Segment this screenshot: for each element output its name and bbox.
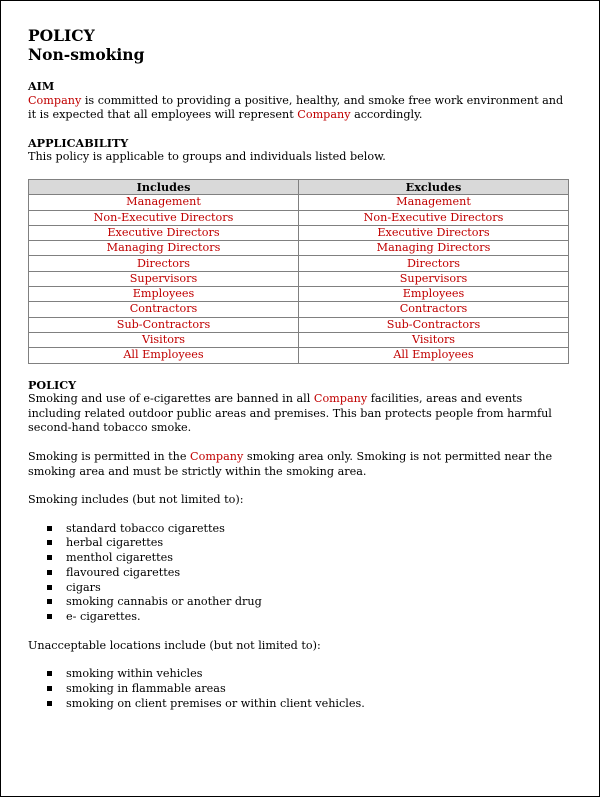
table-row (29, 332, 569, 347)
table-row (29, 302, 569, 317)
list-item: smoking cannabis or another drug (28, 595, 572, 610)
list-item: menthol cigarettes (28, 551, 572, 566)
company-placeholder: Company (297, 108, 351, 122)
excludes-cell: Non-Executive Directors (299, 210, 569, 225)
smoking-includes-list (28, 522, 572, 625)
list-item: flavoured cigarettes (28, 566, 572, 581)
list-item: smoking within vehicles (28, 667, 572, 682)
policy-p2-text-a: Smoking is permitted in the (28, 449, 191, 463)
list-item: smoking in flammable areas (28, 682, 572, 697)
excludes-cell: Directors (299, 256, 569, 271)
aim-text-1: is committed to providing a positive, healthy, and smoke free work environment and it is expected that all employees will represent (28, 93, 564, 122)
table-row (29, 348, 569, 363)
excludes-cell: Sub-Contractors (299, 317, 569, 332)
policy-p2-text-b: smoking area only. Smoking is not permitted near the smoking area and must be strictly within the smoking area. (28, 449, 553, 478)
list-item: cigars (28, 581, 572, 596)
list-item: e- cigarettes. (28, 610, 572, 625)
applicability-table (28, 179, 569, 364)
list-item: herbal cigarettes (28, 536, 572, 551)
policy-paragraph-2 (28, 450, 572, 479)
excludes-cell: Supervisors (299, 271, 569, 286)
includes-cell: Sub-Contractors (29, 317, 299, 332)
excludes-cell: Management (299, 195, 569, 210)
list-item: smoking on client premises or within client vehicles. (28, 697, 572, 712)
excludes-cell: Contractors (299, 302, 569, 317)
policy-p1-text-b: facilities, areas and events including related outdoor public areas and premises. This ban protects people from harmful second-hand tobacco smoke. (28, 392, 552, 435)
table-row (29, 317, 569, 332)
company-placeholder: Company (28, 93, 82, 107)
includes-cell: Managing Directors (29, 241, 299, 256)
includes-cell: Management (29, 195, 299, 210)
table-row (29, 210, 569, 225)
excludes-cell: All Employees (299, 348, 569, 363)
aim-paragraph (28, 94, 572, 123)
includes-cell: Supervisors (29, 271, 299, 286)
excludes-cell: Employees (299, 287, 569, 302)
table-row (29, 256, 569, 271)
smoking-includes-intro: Smoking includes (but not limited to): (28, 493, 244, 507)
includes-cell: Directors (29, 256, 299, 271)
policy-paragraph-1 (28, 392, 572, 436)
applicability-intro: This policy is applicable to groups and individuals listed below. (28, 150, 386, 164)
company-placeholder: Company (190, 449, 244, 463)
document-subtitle: Non-smoking (28, 45, 145, 64)
applicability-heading: APPLICABILITY (28, 135, 129, 150)
document-title: POLICY (28, 26, 95, 45)
unacceptable-locations-list (28, 667, 572, 711)
excludes-cell: Visitors (299, 332, 569, 347)
aim-text-2: accordingly. (350, 108, 423, 122)
includes-cell: All Employees (29, 348, 299, 363)
company-placeholder: Company (313, 392, 368, 406)
column-header-excludes: Excludes (299, 179, 569, 194)
includes-cell: Executive Directors (29, 225, 299, 240)
table-header-row (29, 179, 569, 194)
table-row (29, 225, 569, 240)
excludes-cell: Managing Directors (299, 241, 569, 256)
column-header-includes: Includes (29, 179, 299, 194)
policy-p1-text-a: Smoking and use of e-cigarettes are banned in all (28, 392, 314, 406)
table-row (29, 271, 569, 286)
includes-cell: Employees (29, 287, 299, 302)
unacceptable-locations-intro: Unacceptable locations include (but not limited to): (28, 638, 321, 652)
list-item: standard tobacco cigarettes (28, 522, 572, 537)
includes-cell: Visitors (29, 332, 299, 347)
table-row (29, 241, 569, 256)
policy-heading: POLICY (28, 377, 77, 392)
includes-cell: Contractors (29, 302, 299, 317)
table-row (29, 195, 569, 210)
aim-heading: AIM (28, 79, 55, 93)
table-row (29, 287, 569, 302)
includes-cell: Non-Executive Directors (29, 210, 299, 225)
excludes-cell: Executive Directors (299, 225, 569, 240)
